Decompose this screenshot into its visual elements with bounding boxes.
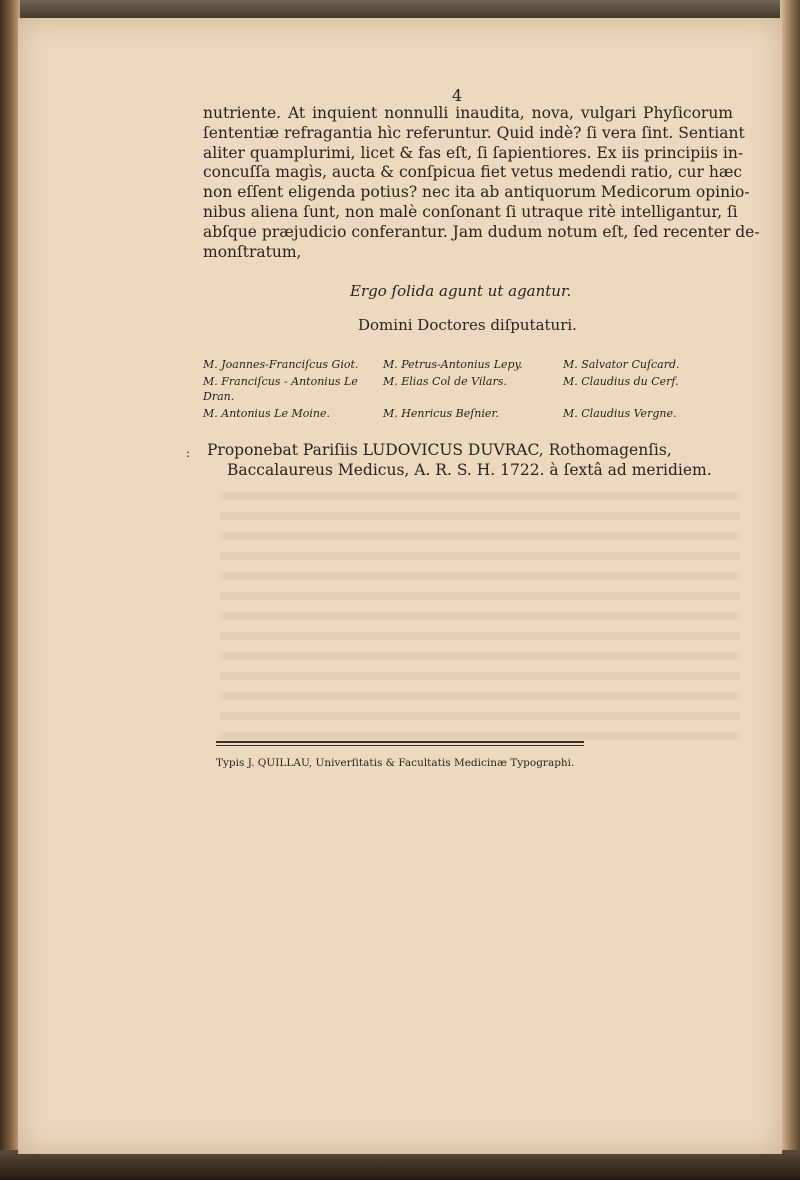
show-through-texture bbox=[220, 490, 740, 740]
margin-mark: : bbox=[186, 446, 191, 460]
proponebat-line: Baccalaureus Medicus, A. R. S. H. 1722. à ſextâ ad meridiem. bbox=[227, 461, 712, 479]
doctor-name: M. Salvator Cuſcard. bbox=[563, 358, 680, 371]
page-number: 4 bbox=[452, 86, 463, 105]
doctor-name: M. Antonius Le Moine. bbox=[203, 407, 330, 420]
proponebat-statement bbox=[207, 440, 732, 480]
proponebat-line: Proponebat Pariſiis LUDOVICUS DUVRAC, Rothomagenſis, bbox=[207, 441, 672, 459]
divider-rule-thin bbox=[216, 745, 584, 746]
doctor-name: M. Joannes-Franciſcus Giot. bbox=[203, 358, 359, 371]
thesis-statement: Ergo ſolida agunt ut agantur. bbox=[350, 282, 572, 300]
book-binding-right bbox=[780, 0, 800, 1180]
doctor-name: M. Claudius du Cerf. bbox=[563, 375, 679, 388]
doctors-list bbox=[203, 357, 733, 421]
paragraph-line: monſtratum, bbox=[203, 242, 302, 261]
doctor-name: M. Elias Col de Vilars. bbox=[383, 375, 507, 388]
paragraph-line: ſententiæ refragantia hìc referuntur. Quid indè? ſi vera ſint. Sentiant bbox=[203, 123, 745, 142]
printer-imprint: Typis J. QUILLAU, Univerſitatis & Facultatis Medicinæ Typographi. bbox=[216, 757, 575, 769]
paragraph-line: nutriente. At inquient nonnulli inaudita, nova, vulgari Phyſicorum bbox=[203, 104, 733, 122]
doctor-name: M. Claudius Vergne. bbox=[563, 407, 677, 420]
book-binding-left bbox=[0, 0, 20, 1180]
body-paragraph bbox=[203, 104, 760, 262]
paragraph-line: nibus aliena ſunt, non malè conſonant ſi utraque ritè intelligantur, ſi bbox=[203, 202, 738, 221]
doctors-heading: Domini Doctores diſputaturi. bbox=[358, 316, 577, 334]
divider-rule bbox=[216, 741, 584, 743]
paragraph-line: abſque præjudicio conferantur. Jam dudum notum eſt, ſed recenter de- bbox=[203, 222, 760, 241]
paragraph-line: aliter quamplurimi, licet & fas eſt, ſi ſapientiores. Ex iis principiis in- bbox=[203, 143, 744, 162]
paragraph-line: non eſſent eligenda potius? nec ita ab antiquorum Medicorum opinio- bbox=[203, 183, 750, 202]
paragraph-line: concuſſa magìs, aucta & conſpicua fiet vetus medendi ratio, cur hæc bbox=[203, 163, 743, 182]
doctor-name: M. Franciſcus - Antonius Le Dran. bbox=[203, 375, 358, 403]
doctor-name: M. Henricus Beſnier. bbox=[383, 407, 499, 420]
book-binding-bottom bbox=[0, 1150, 800, 1180]
doctor-name: M. Petrus-Antonius Lepy. bbox=[383, 358, 523, 371]
